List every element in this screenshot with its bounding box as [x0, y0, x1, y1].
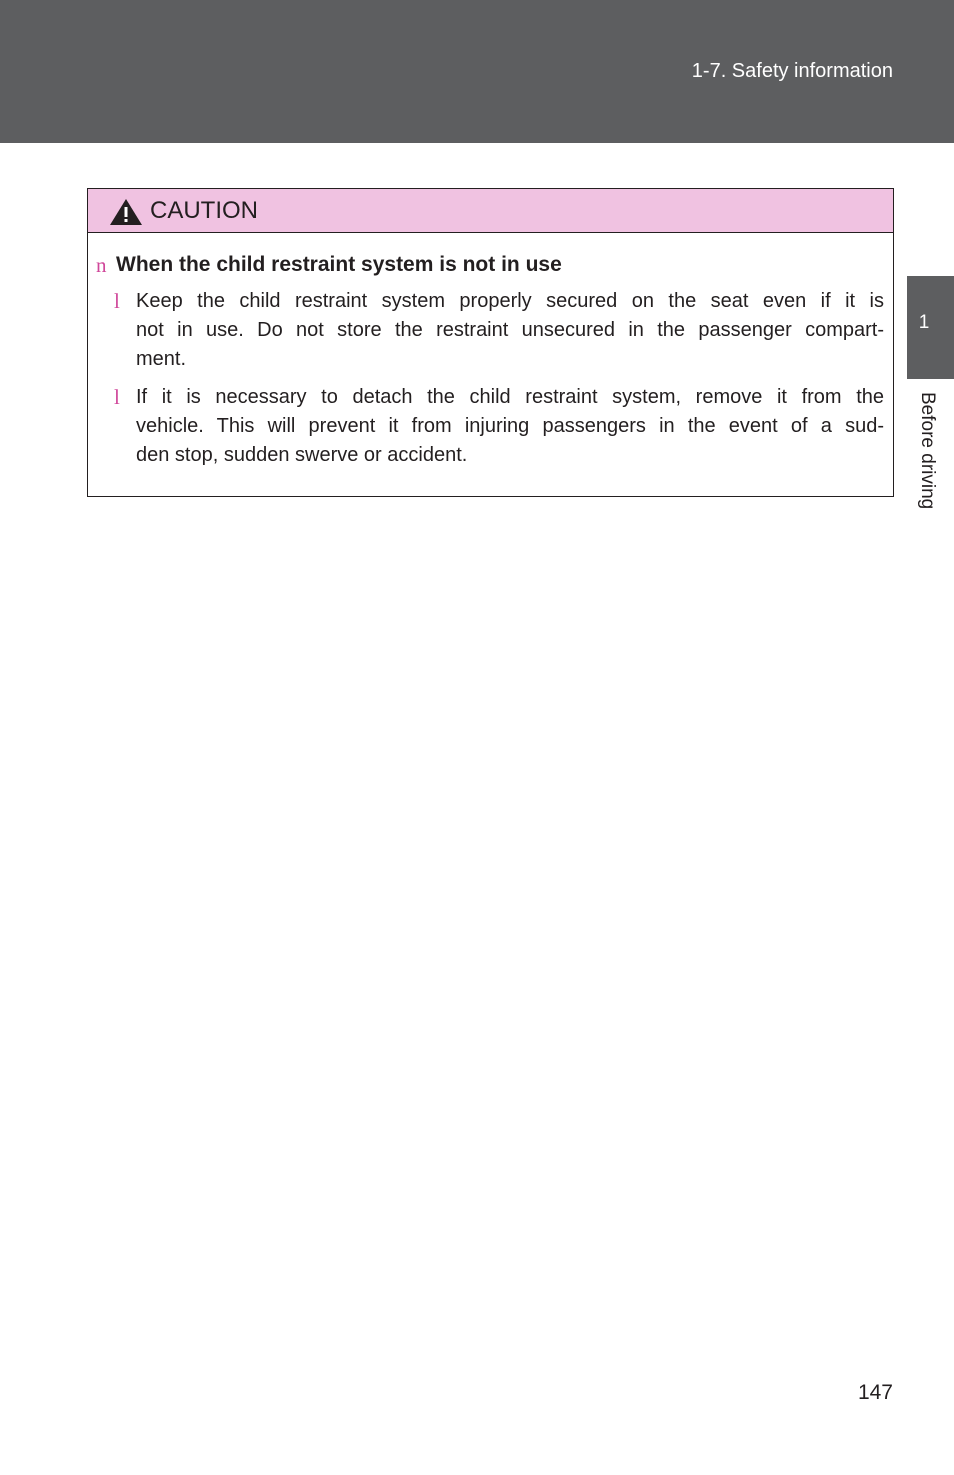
- bullet-line: den stop, sudden swerve or accident.: [136, 444, 468, 466]
- topic-heading-row: [96, 252, 886, 278]
- section-title: 1-7. Safety information: [691, 60, 893, 82]
- caution-box: [87, 188, 894, 497]
- page-number: 147: [857, 1381, 893, 1404]
- bullet-line: not in use. Do not store the restraint unsecured in the passenger compart-: [136, 319, 884, 341]
- warning-triangle-icon: [109, 198, 143, 226]
- bullet-marker: l: [114, 385, 120, 409]
- bullet-text: [136, 287, 884, 374]
- bullet-line: If it is necessary to detach the child restraint system, remove it from the: [136, 386, 884, 408]
- chapter-label: Before driving: [917, 392, 938, 510]
- caution-title: CAUTION: [150, 197, 258, 224]
- bullet-line: ment.: [136, 348, 187, 370]
- bullet-line: vehicle. This will prevent it from injuring passengers in the event of a sud-: [136, 415, 884, 437]
- bullet-marker: l: [114, 289, 120, 313]
- caution-header: [88, 189, 893, 233]
- chapter-number: 1: [918, 312, 930, 333]
- bullet-text: [136, 383, 884, 470]
- chapter-tab: [907, 276, 954, 379]
- bullet-line: Keep the child restraint system properly secured on the seat even if it is: [136, 290, 884, 312]
- topic-marker: n: [96, 253, 107, 277]
- topic-heading: When the child restraint system is not in use: [116, 253, 562, 276]
